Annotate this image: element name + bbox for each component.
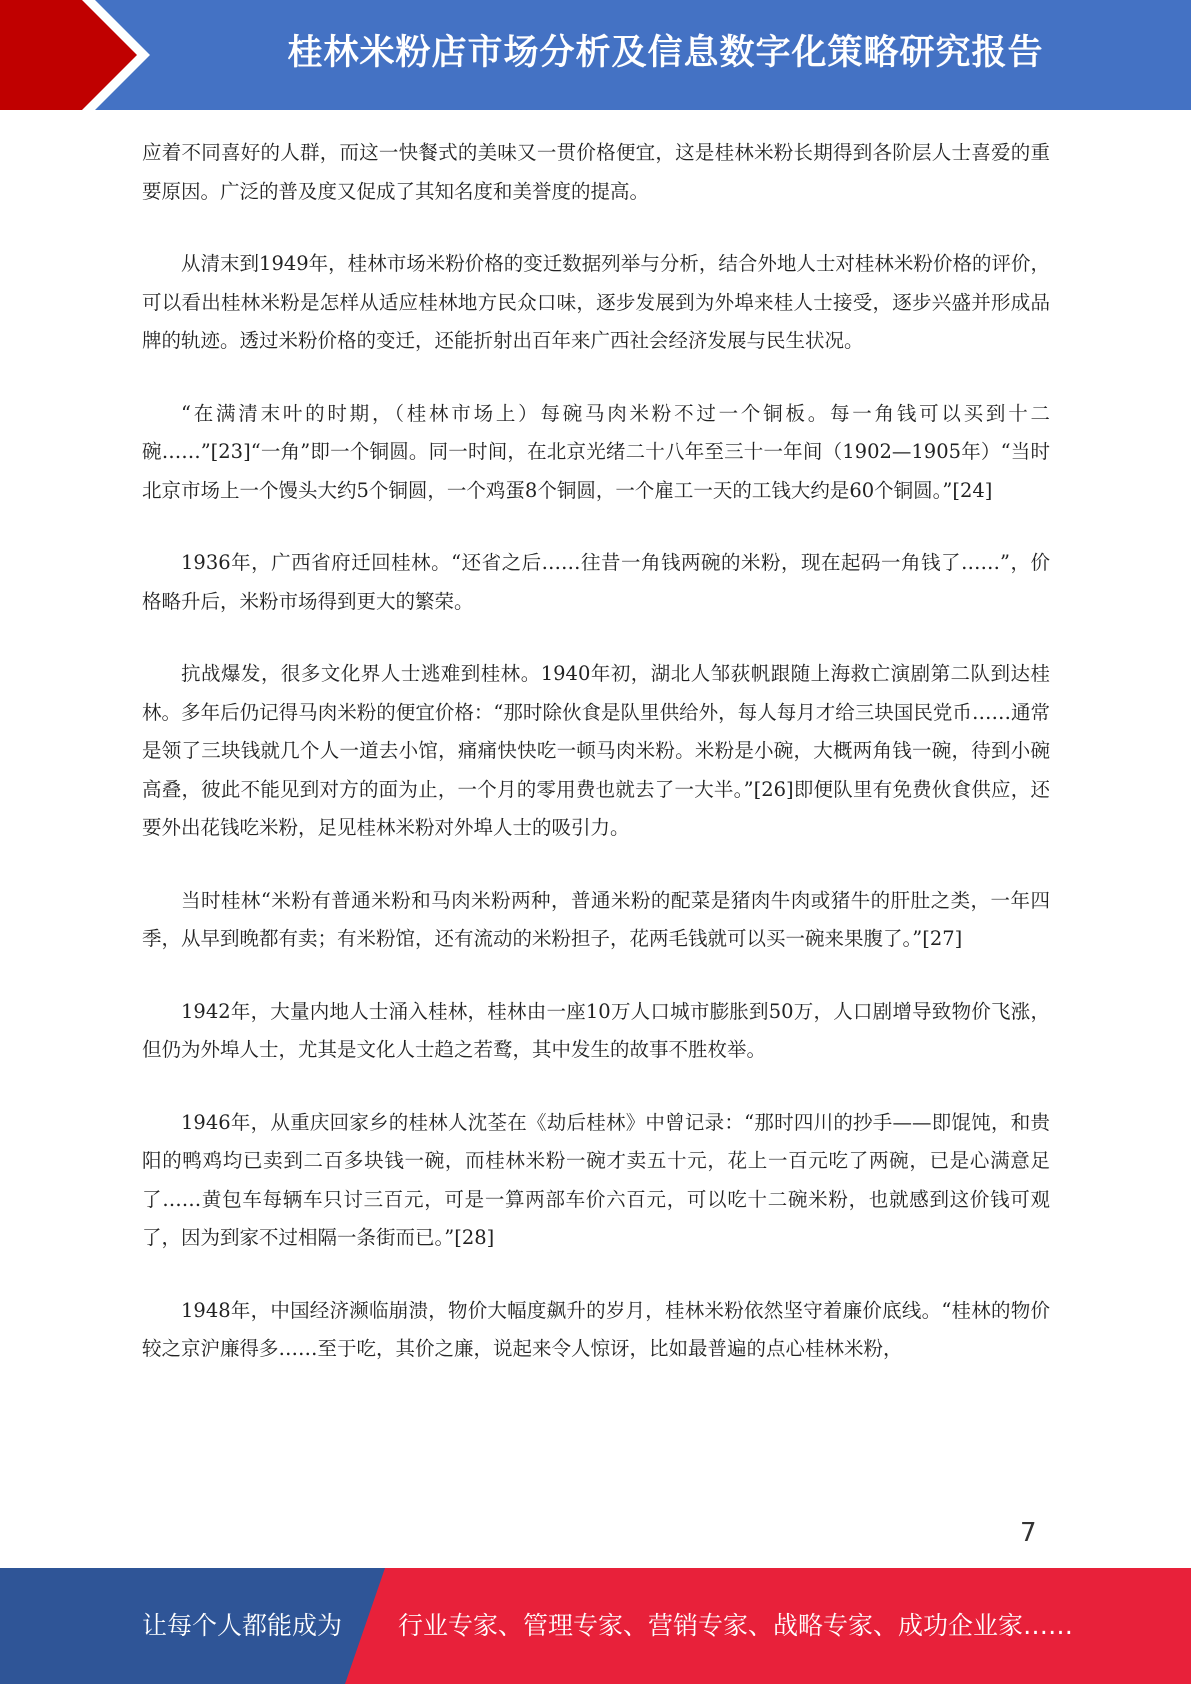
paragraph-6: 当时桂林“米粉有普通米粉和马肉米粉两种，普通米粉的配菜是猪肉牛肉或猪牛的肝肚之类，一年四季，从早到晚都有卖；有米粉馆，还有流动的米粉担子，花两毛钱就可以买一碗来果腹了。”[27]: [142, 888, 1050, 950]
paragraph-8: 1946年，从重庆回家乡的桂林人沈荃在《劫后桂林》中曾记录：“那时四川的抄手——即馄饨，和贵阳的鸭鸡均已卖到二百多块钱一碗，而桂林米粉一碗才卖五十元，花上一百元吃了两碗，已是心满意足了……黄包车每辆车只讨三百元，可是一算两部车价六百元，可以吃十二碗米粉，也就感到这价钱可观了，因为到家不过相隔一条街而已。”[28]: [142, 1110, 1050, 1249]
report-footer: [0, 1568, 1191, 1684]
paragraph-4: 1936年，广西省府迁回桂林。“还省之后……往昔一角钱两碗的米粉，现在起码一角钱了……”，价格略升后，米粉市场得到更大的繁荣。: [142, 551, 1050, 613]
footer-slogan-right: 行业专家、管理专家、营销专家、战略专家、成功企业家……: [398, 1611, 1074, 1640]
paragraph-7: 1942年，大量内地人士涌入桂林，桂林由一座10万人口城市膨胀到50万，人口剧增导致物价飞涨，但仍为外埠人士，尤其是文化人士趋之若鹜，其中发生的故事不胜枚举。: [142, 999, 1050, 1061]
header-chevron-decoration: [0, 0, 160, 110]
paragraph-1: 应着不同喜好的人群，而这一快餐式的美味又一贯价格便宜，这是桂林米粉长期得到各阶层人士喜爱的重要原因。广泛的普及度又促成了其知名度和美誉度的提高。: [142, 141, 1050, 203]
paragraph-9: 1948年，中国经济濒临崩溃，物价大幅度飙升的岁月，桂林米粉依然坚守着廉价底线。“桂林的物价较之京沪廉得多……至于吃，其价之廉，说起来令人惊讶，比如最普遍的点心桂林米粉，: [142, 1298, 1050, 1360]
report-title: 桂林米粉店市场分析及信息数字化策略研究报告: [287, 33, 1044, 73]
report-header: [0, 0, 1191, 110]
document-body: [142, 134, 1050, 1403]
footer-slogan-left: 让每个人都能成为: [142, 1611, 343, 1640]
paragraph-5: 抗战爆发，很多文化界人士逃难到桂林。1940年初，湖北人邹荻帆跟随上海救亡演剧第二队到达桂林。多年后仍记得马肉米粉的便宜价格：“那时除伙食是队里供给外，每人每月才给三块国民党币……通常是领了三块钱就几个人一道去小馆，痛痛快快吃一顿马肉米粉。米粉是小碗，大概两角钱一碗，待到小碗高叠，彼此不能见到对方的面为止，一个月的零用费也就去了一大半。”[26]即便队里有免费伙食供应，还要外出花钱吃米粉，足见桂林米粉对外埠人士的吸引力。: [142, 662, 1050, 839]
paragraph-3: “在满清末叶的时期，（桂林市场上）每碗马肉米粉不过一个铜板。每一角钱可以买到十二碗……”[23]“一角”即一个铜圆。同一时间，在北京光绪二十八年至三十一年间（1902—1905年）“当时北京市场上一个馒头大约5个铜圆，一个鸡蛋8个铜圆，一个雇工一天的工钱大约是60个铜圆。”[24]: [142, 401, 1050, 502]
paragraph-2: 从清末到1949年，桂林市场米粉价格的变迁数据列举与分析，结合外地人士对桂林米粉价格的评价，可以看出桂林米粉是怎样从适应桂林地方民众口味，逐步发展到为外埠来桂人士接受，逐步兴盛并形成品牌的轨迹。透过米粉价格的变迁，还能折射出百年来广西社会经济发展与民生状况。: [142, 252, 1050, 352]
page-number: 7: [1020, 1518, 1037, 1548]
